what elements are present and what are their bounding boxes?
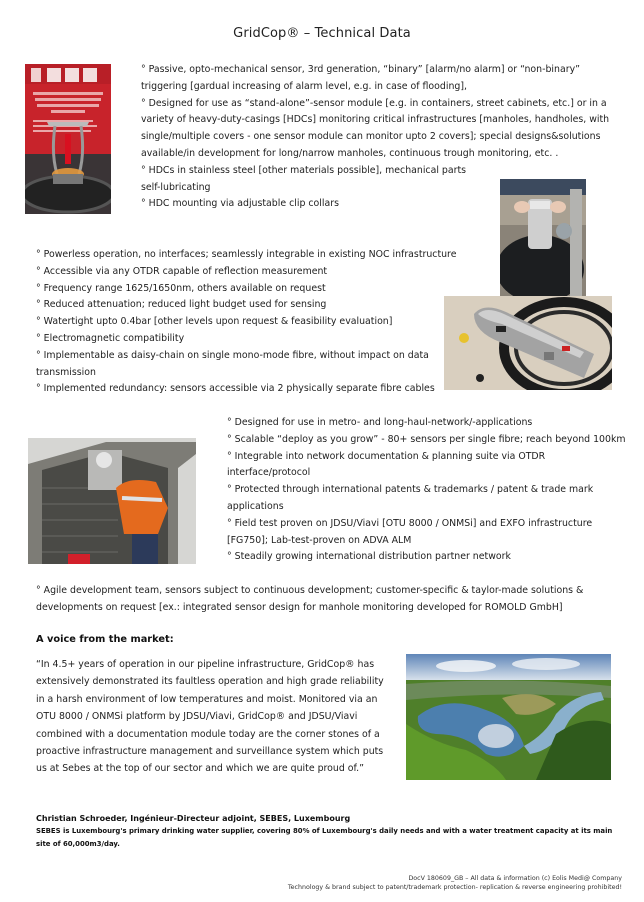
lake-aerial-image	[406, 654, 611, 780]
feature-item: ° Watertight upto 0.4bar [other levels upon request & feasibility evaluation]	[36, 316, 393, 328]
feature-item: ° Reduced attenuation; reduced light budget used for sensing	[36, 299, 327, 311]
feature-item: ° Accessible via any OTDR capable of reflection measurement	[36, 265, 328, 277]
feature-item: ° Designed for use in metro- and long-haul-network/-applications	[227, 417, 533, 428]
feature-item: ° Passive, opto-mechanical sensor, 3rd generation, “binary” [alarm/no alarm] or “non-binary” triggering [gardual increasing of alarm level, e.g. in case of flooding],	[141, 64, 580, 92]
footer-protection-notice: Technology & brand subject to patent/trademark protection- replication & reverse engineering prohibited!	[287, 884, 622, 891]
feature-item: ° Electromagnetic compatibility	[36, 332, 185, 344]
worker-manhole-image	[28, 438, 196, 564]
feature-item: ° Designed for use as “stand-alone”-sensor module [e.g. in containers, street cabinets, etc.] or in a variety of heavy-duty-casings [HDCs] monitoring critical infrastructures [manholes, handholes, with single/multiple covers - one sensor module can monitor upto 2 covers]; special designs&solutions available/in development for long/narrow manholes, continuous trough monitoring, etc. .	[141, 97, 610, 159]
feature-list-development	[36, 583, 616, 617]
testimonial-heading: A voice from the market:	[36, 634, 174, 645]
feature-list-operation	[36, 247, 466, 398]
feature-item: ° Integrable into network documentation & planning suite via OTDR interface/protocol	[227, 450, 546, 479]
feature-item: ° HDC mounting via adjustable clip collars	[141, 198, 339, 210]
feature-item: ° Frequency range 1625/1650nm, others available on request	[36, 282, 326, 294]
feature-item: ° Agile development team, sensors subject to continuous development; customer-specific & taylor-made solutions & developments on request [ex.: integrated sensor design for manhole monitoring developed for ROMOLD GmbH]	[36, 585, 584, 613]
feature-item: ° Scalable “deploy as you grow” - 80+ sensors per single fibre; reach beyond 100km	[227, 433, 626, 445]
feature-item: ° Powerless operation, no interfaces; seamlessly integrable in existing NOC infrastructure	[36, 249, 457, 260]
sensor-device-image	[444, 296, 612, 390]
page-title: GridCop® – Technical Data	[233, 26, 411, 41]
feature-item: ° Implementable as daisy-chain on single mono-mode fibre, without impact on data transmission	[36, 349, 429, 378]
manhole-sensor-image	[500, 179, 586, 296]
footer	[288, 874, 622, 892]
feature-item: ° Field test proven on JDSU/Viavi [OTU 8000 / ONMSi] and EXFO infrastructure [FG750]; Lab-test-proven on ADVA ALM	[227, 517, 593, 546]
testimonial-description: SEBES is Luxembourg's primary drinking water supplier, covering 80% of Luxembourg's daily needs and with a water treatment capacity at its main site of 60,000m3/day.	[36, 827, 613, 848]
footer-copyright: DocV 180609_GB – All data & information (c) Eolis Medi@ Company	[408, 875, 622, 882]
feature-item: ° Protected through international patents & trademarks / patent & trade mark applications	[227, 484, 594, 512]
feature-item: ° Steadily growing international distribution partner network	[227, 551, 511, 563]
feature-list-network	[227, 415, 627, 566]
feature-item: ° Implemented redundancy: sensors accessible via 2 physically separate fibre cables	[36, 383, 435, 395]
testimonial-quote: “In 4.5+ years of operation in our pipeline infrastructure, GridCop® has extensively demonstrated its faultless operation and high grade reliability in a harsh environment of low temperatures and moist. Monitored via an OTU 8000 / ONMSi platform by JDSU/Viavi, GridCop® and JDSU/Viavi combined with a documentation module today are the corner stones of a proactive infrastructure management and surveillance system which puts us at Sebes at the top of our sector and which we are quite proud of.”	[36, 659, 384, 775]
feature-item: ° HDCs in stainless steel [other materials possible], mechanical parts self-lubricating	[141, 164, 467, 193]
sprinkler-image	[25, 64, 111, 214]
testimonial-author: Christian Schroeder, Ingénieur-Directeur adjoint, SEBES, Luxembourg	[36, 814, 351, 823]
